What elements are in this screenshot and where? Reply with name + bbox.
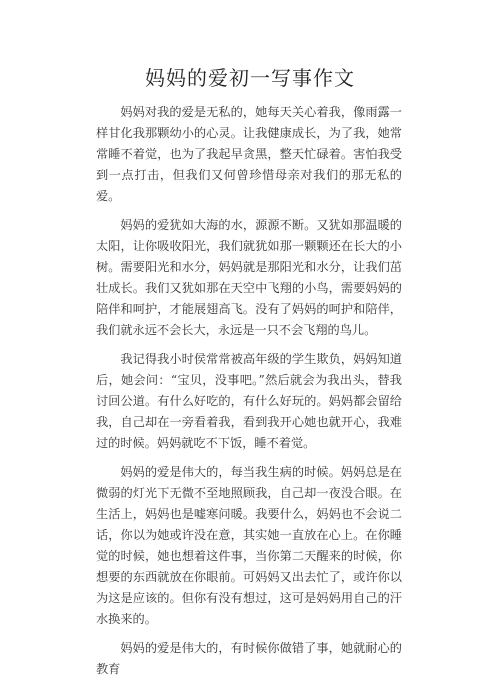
document-title: 妈妈的爱初一写事作文 xyxy=(145,66,355,90)
document-body xyxy=(96,102,402,688)
paragraph: 我记得我小时侯常常被高年级的学生欺负，妈妈知道后，她会问：“宝贝，没事吧。”然后就会为我出头，替我讨回公道。有什么好吃的，有什么好玩的。妈妈都会留给我，自己却在一旁看着我，看到我开心她也就开心，我难过的时候。妈妈就吃不下饭，睡不着觉。 xyxy=(96,352,402,450)
paragraph: 妈妈对我的爱是无私的，她每天关心着我，像雨露一样甘化我那颗幼小的心灵。让我健康成长，为了我，她常常睡不着觉，也为了我起早贪黑，整天忙碌着。害怕我受到一点打击，但我们又何曾珍惜母亲对我们的那无私的爱。 xyxy=(96,105,402,203)
paragraph: 妈妈的爱犹如大海的水，源源不断。又犹如那温暖的太阳，让你吸收阳光，我们就犹如那一颗颗还在长大的小树。需要阳光和水分，妈妈就是那阳光和水分，让我们茁壮成长。我们又犹如那在天空中飞翔的小鸟，需要妈妈的陪伴和呵护，才能展翅高飞。没有了妈妈的呵护和陪伴，我们就永远不会长大，永远是一只不会飞翔的鸟儿。 xyxy=(96,218,402,337)
paragraph: 妈妈的爱是伟大的，有时候你做错了事，她就耐心的教育 xyxy=(96,641,402,676)
paragraph: 妈妈的爱是伟大的，每当我生病的时候。妈妈总是在微弱的灯光下无微不至地照顾我，自己却一夜没合眼。在生活上，妈妈也是嘘寒问暖。我要什么，妈妈也不会说二话，你以为她或许没在意，其实她一直放在心上。在你睡觉的时候，她也想着这件事，当你第二天醒来的时候，你想要的东西就放在你眼前。可妈妈又出去忙了，或许你以为这是应该的。但你有没有想过，这可是妈妈用自己的汗水换来的。 xyxy=(96,465,402,626)
